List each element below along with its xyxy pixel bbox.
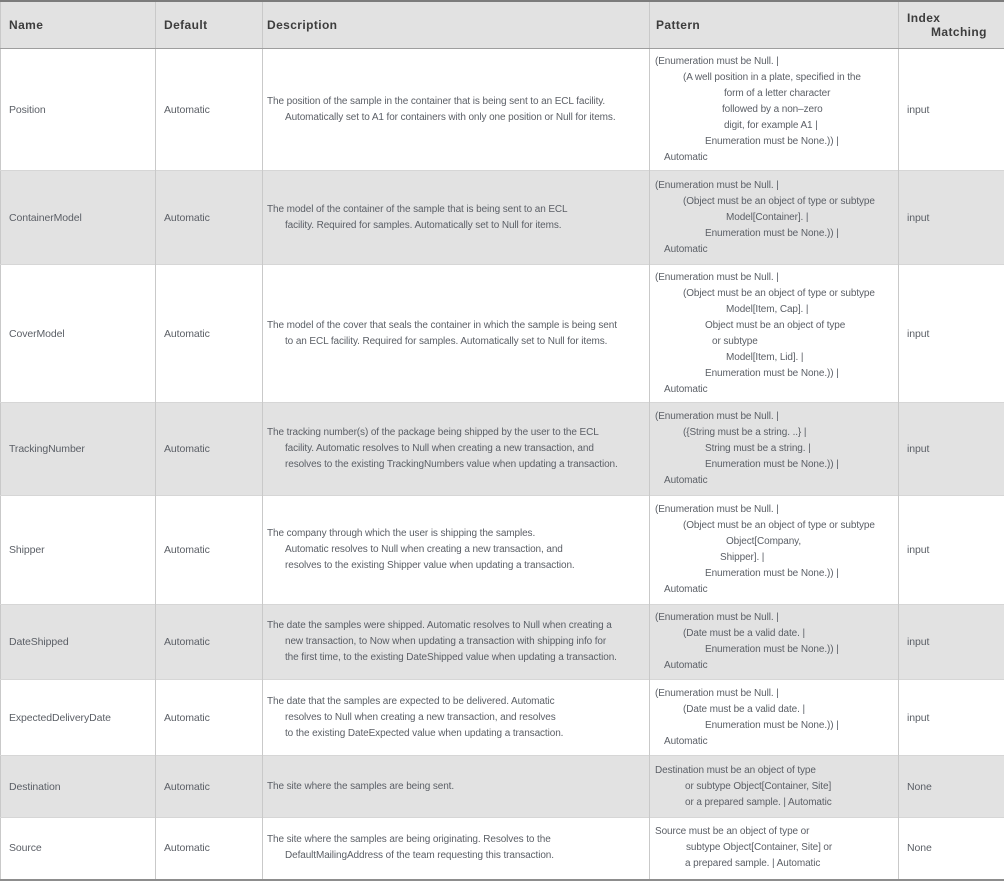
cell-default: Automatic xyxy=(156,496,263,605)
cell-default: Automatic xyxy=(156,680,263,756)
pattern-line: Destination must be an object of type xyxy=(650,763,898,779)
cell-description xyxy=(263,496,650,605)
pattern-line: Enumeration must be None.)) | xyxy=(650,566,898,582)
table-row xyxy=(1,756,1004,818)
pattern-line: Automatic xyxy=(650,734,898,750)
pattern-line: form of a letter character xyxy=(650,86,898,102)
table-row xyxy=(1,171,1004,265)
pattern-line: Enumeration must be None.)) | xyxy=(650,226,898,242)
description-line: The company through which the user is shipping the samples. xyxy=(263,526,649,542)
pattern-line: (Object must be an object of type or subtype xyxy=(650,518,898,534)
table-row xyxy=(1,265,1004,403)
description-line: The date that the samples are expected to be delivered. Automatic xyxy=(263,694,649,710)
cell-default: Automatic xyxy=(156,818,263,880)
cell-description xyxy=(263,818,650,880)
pattern-line: (Enumeration must be Null. | xyxy=(650,270,898,286)
pattern-line: Object[Company, xyxy=(650,534,898,550)
description-line: to the existing DateExpected value when updating a transaction. xyxy=(263,726,649,742)
cell-description xyxy=(263,403,650,496)
pattern-line: Model[Item, Lid]. | xyxy=(650,350,898,366)
table-row xyxy=(1,496,1004,605)
cell-default: Automatic xyxy=(156,403,263,496)
cell-default: Automatic xyxy=(156,756,263,818)
cell-name: ExpectedDeliveryDate xyxy=(1,680,156,756)
description-line: The tracking number(s) of the package being shipped by the user to the ECL xyxy=(263,425,649,441)
pattern-line: Model[Item, Cap]. | xyxy=(650,302,898,318)
table-header-row xyxy=(1,1,1004,49)
table-row xyxy=(1,818,1004,880)
pattern-line: (A well position in a plate, specified in the xyxy=(650,70,898,86)
cell-name: DateShipped xyxy=(1,605,156,680)
pattern-line: Enumeration must be None.)) | xyxy=(650,366,898,382)
pattern-line: Object must be an object of type xyxy=(650,318,898,334)
cell-index-matching: input xyxy=(899,49,1004,171)
pattern-line: subtype Object[Container, Site] or xyxy=(650,840,898,856)
pattern-line: (Object must be an object of type or subtype xyxy=(650,286,898,302)
pattern-line: (Enumeration must be Null. | xyxy=(650,54,898,70)
table-row xyxy=(1,680,1004,756)
cell-name: ContainerModel xyxy=(1,171,156,265)
cell-description xyxy=(263,756,650,818)
pattern-line: (Date must be a valid date. | xyxy=(650,702,898,718)
description-line: The position of the sample in the container that is being sent to an ECL facility. xyxy=(263,94,649,110)
index-header-line1: Index xyxy=(907,11,1004,25)
table-header xyxy=(1,1,1004,49)
description-line: The site where the samples are being originating. Resolves to the xyxy=(263,832,649,848)
cell-default: Automatic xyxy=(156,605,263,680)
cell-pattern xyxy=(650,403,899,496)
column-header-default: Default xyxy=(156,1,263,49)
cell-pattern xyxy=(650,680,899,756)
pattern-line: (Enumeration must be Null. | xyxy=(650,610,898,626)
cell-index-matching: input xyxy=(899,605,1004,680)
cell-index-matching: None xyxy=(899,756,1004,818)
pattern-line: Automatic xyxy=(650,242,898,258)
pattern-line: followed by a non–zero xyxy=(650,102,898,118)
cell-index-matching: input xyxy=(899,680,1004,756)
cell-default: Automatic xyxy=(156,265,263,403)
cell-description xyxy=(263,265,650,403)
cell-name: Shipper xyxy=(1,496,156,605)
pattern-line: ({String must be a string. ..} | xyxy=(650,425,898,441)
cell-default: Automatic xyxy=(156,49,263,171)
description-line: resolves to the existing TrackingNumbers value when updating a transaction. xyxy=(263,457,649,473)
description-line: DefaultMailingAddress of the team requesting this transaction. xyxy=(263,848,649,864)
cell-index-matching: input xyxy=(899,403,1004,496)
description-line: new transaction, to Now when updating a transaction with shipping info for xyxy=(263,634,649,650)
index-header-line2: Matching xyxy=(907,25,1004,39)
pattern-line: Automatic xyxy=(650,150,898,166)
table-row xyxy=(1,403,1004,496)
table-row xyxy=(1,605,1004,680)
pattern-line: (Enumeration must be Null. | xyxy=(650,502,898,518)
description-line: to an ECL facility. Required for samples. Automatically set to Null for items. xyxy=(263,334,649,350)
cell-pattern xyxy=(650,756,899,818)
description-line: The model of the container of the sample that is being sent to an ECL xyxy=(263,202,649,218)
description-line: resolves to the existing Shipper value when updating a transaction. xyxy=(263,558,649,574)
cell-pattern xyxy=(650,818,899,880)
description-line: facility. Required for samples. Automatically set to Null for items. xyxy=(263,218,649,234)
pattern-line: or subtype Object[Container, Site] xyxy=(650,779,898,795)
cell-name: CoverModel xyxy=(1,265,156,403)
pattern-line: a prepared sample. | Automatic xyxy=(650,856,898,872)
description-line: The model of the cover that seals the container in which the sample is being sent xyxy=(263,318,649,334)
cell-name: Source xyxy=(1,818,156,880)
pattern-line: Shipper]. | xyxy=(650,550,898,566)
pattern-line: or a prepared sample. | Automatic xyxy=(650,795,898,811)
cell-name: Destination xyxy=(1,756,156,818)
description-line: the first time, to the existing DateShipped value when updating a transaction. xyxy=(263,650,649,666)
cell-description xyxy=(263,49,650,171)
pattern-line: (Enumeration must be Null. | xyxy=(650,409,898,425)
description-line: The date the samples were shipped. Automatic resolves to Null when creating a xyxy=(263,618,649,634)
cell-description xyxy=(263,171,650,265)
cell-index-matching: None xyxy=(899,818,1004,880)
cell-name: TrackingNumber xyxy=(1,403,156,496)
pattern-line: Enumeration must be None.)) | xyxy=(650,642,898,658)
pattern-line: digit, for example A1 | xyxy=(650,118,898,134)
cell-description xyxy=(263,680,650,756)
column-header-index-matching xyxy=(899,1,1004,49)
pattern-line: Enumeration must be None.)) | xyxy=(650,134,898,150)
cell-index-matching: input xyxy=(899,265,1004,403)
description-line: The site where the samples are being sent. xyxy=(263,779,649,795)
cell-pattern xyxy=(650,605,899,680)
table-row xyxy=(1,49,1004,171)
table-body xyxy=(1,49,1004,880)
cell-index-matching: input xyxy=(899,171,1004,265)
pattern-line: (Enumeration must be Null. | xyxy=(650,686,898,702)
column-header-pattern: Pattern xyxy=(650,1,899,49)
pattern-line: or subtype xyxy=(650,334,898,350)
description-line: Automatic resolves to Null when creating a new transaction, and xyxy=(263,542,649,558)
description-line: Automatically set to A1 for containers with only one position or Null for items. xyxy=(263,110,649,126)
cell-pattern xyxy=(650,171,899,265)
pattern-line: (Object must be an object of type or subtype xyxy=(650,194,898,210)
pattern-line: (Date must be a valid date. | xyxy=(650,626,898,642)
cell-default: Automatic xyxy=(156,171,263,265)
cell-pattern xyxy=(650,496,899,605)
pattern-line: Automatic xyxy=(650,658,898,674)
pattern-line: Model[Container]. | xyxy=(650,210,898,226)
pattern-line: Automatic xyxy=(650,473,898,489)
pattern-line: (Enumeration must be Null. | xyxy=(650,178,898,194)
pattern-line: Enumeration must be None.)) | xyxy=(650,718,898,734)
pattern-line: Enumeration must be None.)) | xyxy=(650,457,898,473)
column-header-name: Name xyxy=(1,1,156,49)
pattern-line: Automatic xyxy=(650,582,898,598)
pattern-line: Source must be an object of type or xyxy=(650,824,898,840)
cell-index-matching: input xyxy=(899,496,1004,605)
column-header-description: Description xyxy=(263,1,650,49)
description-line: facility. Automatic resolves to Null when creating a new transaction, and xyxy=(263,441,649,457)
pattern-line: Automatic xyxy=(650,382,898,398)
cell-name: Position xyxy=(1,49,156,171)
description-line: resolves to Null when creating a new transaction, and resolves xyxy=(263,710,649,726)
cell-pattern xyxy=(650,49,899,171)
cell-pattern xyxy=(650,265,899,403)
cell-description xyxy=(263,605,650,680)
pattern-line: String must be a string. | xyxy=(650,441,898,457)
